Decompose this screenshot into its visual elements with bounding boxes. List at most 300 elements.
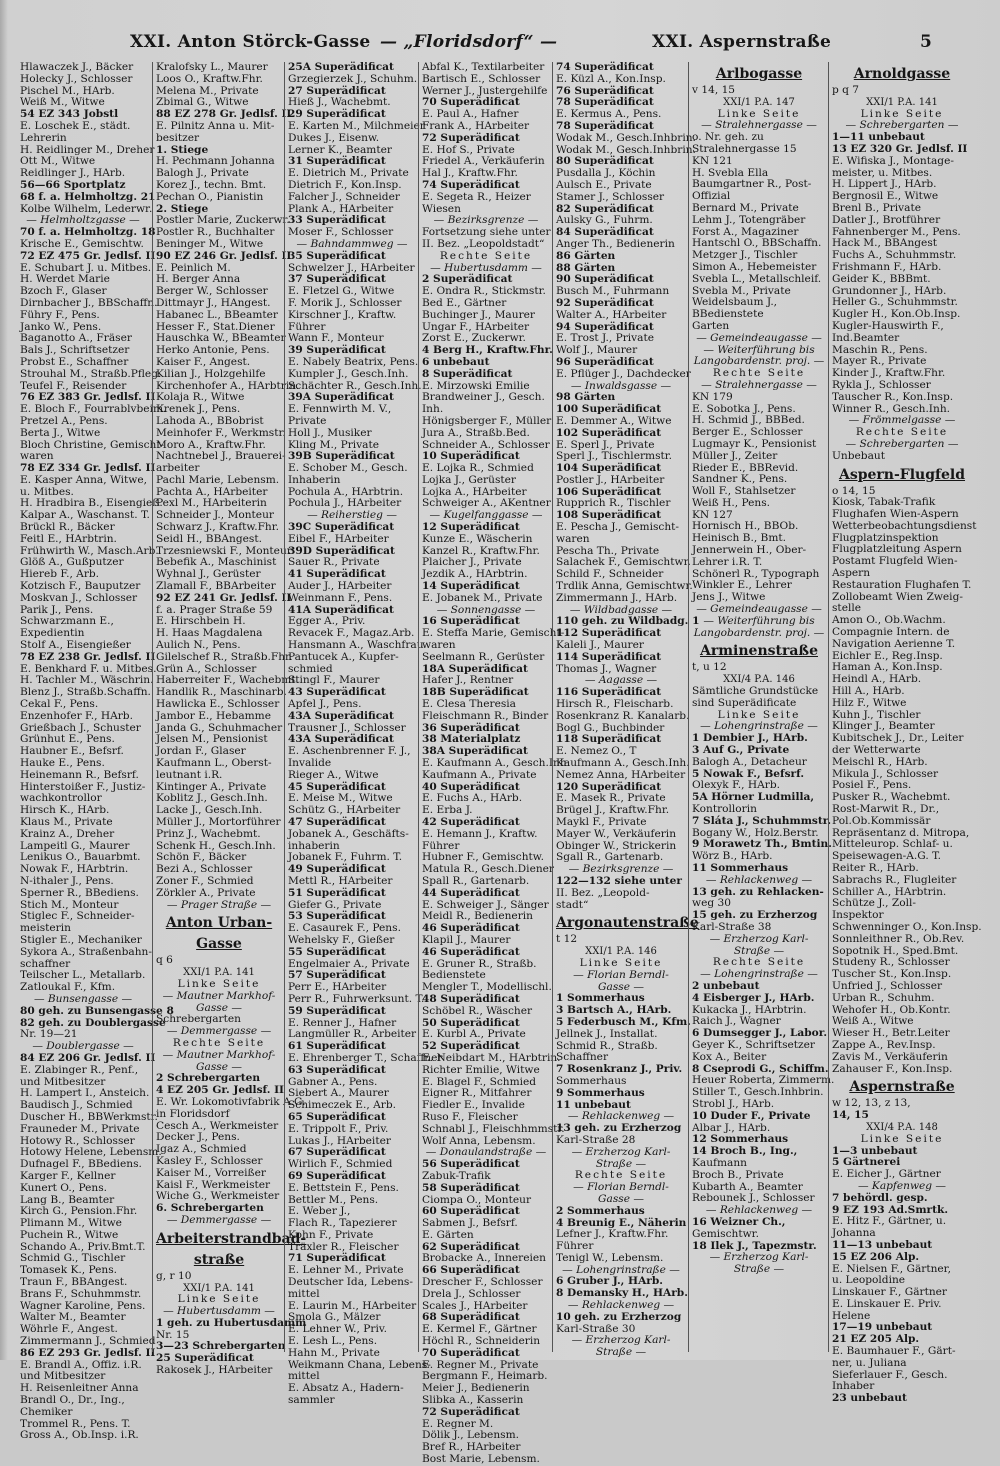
cross-street: — Prager Straße — <box>166 898 272 911</box>
directory-line: Sykora A., Straßenbahn- <box>20 945 152 958</box>
directory-line: Baumgartner R., Post- <box>692 178 812 191</box>
house-number-entry: 1 Dembier J., HArb. <box>692 732 808 745</box>
directory-line: Hal J., Kraftw.Fhr. <box>422 167 518 180</box>
house-number-entry: 90 EZ 246 Gr. Jedlsf. II <box>156 249 292 262</box>
directory-line: Kubarth A., Beamter <box>692 1180 803 1193</box>
directory-line: Pachta A., HArbeiter <box>156 485 268 498</box>
directory-line: E. Hemann J., Kraftw. <box>422 827 538 840</box>
house-number-entry: 39B Superädificat <box>288 450 395 463</box>
directory-line: Navigation Aerienne T. <box>832 637 956 650</box>
directory-line: Karl-Straße 30 <box>556 1322 636 1335</box>
directory-line: Brückl R., Bäcker <box>20 521 115 534</box>
directory-line: Lukas J., HArbeiter <box>288 1134 391 1147</box>
house-number-entry: 61 Superädificat <box>288 1040 386 1053</box>
directory-line: Albar J., HArb. <box>692 1121 771 1134</box>
cross-street: — Gemeindeaugasse — <box>696 603 822 616</box>
directory-line: Kalpar A., Waschanst. T. <box>20 509 150 522</box>
directory-line: Aulsky G., Fuhrm. <box>556 214 653 227</box>
directory-line: Schneider A., Schlosser <box>422 438 550 451</box>
directory-line: Smola G., Mälzer <box>288 1311 381 1324</box>
house-number-entry: 2 Sommerhaus <box>556 1204 645 1217</box>
directory-line: waren <box>556 532 590 545</box>
cross-street: — Hubertusdamm — <box>430 261 542 274</box>
directory-line: Kling M., Private <box>288 438 380 451</box>
house-number-entry: 47 Superädificat <box>288 816 386 828</box>
directory-line: Buchinger J., Maurer <box>422 308 535 321</box>
directory-line: Sperner R., BBediens. <box>20 886 139 899</box>
directory-line: Stralehnergasse 15 <box>692 142 797 155</box>
house-number-entry: 4 EZ 205 Gr. Jedlsf. II <box>156 1084 285 1097</box>
directory-line: Hirsch R., Fleischarb. <box>556 698 674 711</box>
directory-line: Loos O., Kraftw.Fhr. <box>156 72 263 85</box>
directory-line: E. Wifiska J., Montage- <box>832 154 954 167</box>
directory-line: Grießbach J., Schuster <box>20 721 141 734</box>
directory-line: Lahoda A., BBobrist <box>156 414 264 427</box>
directory-line: Chemiker <box>20 1405 73 1418</box>
directory-line: H. Schmid J., BBBed. <box>692 414 805 427</box>
directory-line: Zlamall F., BBArbeiter <box>156 580 276 593</box>
house-number-entry: 17—19 unbebaut <box>832 1321 933 1334</box>
directory-line: in Floridsdorf <box>156 1107 230 1120</box>
directory-line: Hotowy Helene, Lebensm. <box>20 1146 162 1159</box>
postal-district: XXI/1 P.A. 141 <box>866 96 938 108</box>
directory-line: Invalide <box>288 757 332 770</box>
directory-line: E. Weber J., <box>288 1205 351 1218</box>
directory-line: Zoner F., Schmied <box>156 874 254 887</box>
directory-line: Tenigl W., Lebensm. <box>556 1251 664 1264</box>
directory-line: Trausner J., Schlosser <box>288 721 406 734</box>
cross-street: — Weiterführung bis <box>703 343 815 356</box>
directory-line: Scales J., HArbeiter <box>422 1299 528 1312</box>
directory-line: Tauscher R., Kon.Insp. <box>832 390 954 403</box>
directory-line: Pusdalla J., Köchin <box>556 167 656 180</box>
directory-line: Holl J., Musiker <box>288 426 372 439</box>
house-number-entry: 23 unbebaut <box>832 1392 907 1405</box>
postal-district: XXI/1 P.A. 141 <box>183 1282 255 1294</box>
directory-line: E. Baumhauer F., Gärt- <box>832 1345 956 1358</box>
directory-line: Winner R., Gesch.Inh. <box>832 402 951 415</box>
directory-line: Postler R., Buchhalter <box>156 226 275 239</box>
directory-line: E. Hitz F., Gärtner, u. <box>832 1215 947 1228</box>
house-number-entry: 14 Superädificat <box>422 580 520 593</box>
directory-line: Balogh A., Detacheur <box>692 755 807 768</box>
house-number-entry: 78 EZ 238 Gr. Jedlsf. II <box>20 650 156 663</box>
directory-line: Kaufmann A., Gesch.Inh. <box>556 757 690 770</box>
directory-line: Wehofer H., Ob.Kontr. <box>832 1003 951 1016</box>
house-number-entry: 5 Nowak F., Befsrf. <box>692 767 805 780</box>
directory-line: Jobanek A., Geschäfts- <box>288 827 409 840</box>
directory-line: Postamt Flugfeld Wien- <box>832 555 958 568</box>
cross-street: — Stralehnergasse — <box>701 378 817 391</box>
directory-line: Kotzisch F., Bauputzer <box>20 580 141 593</box>
directory-line: Klapil J., Maurer <box>422 933 511 946</box>
directory-line: Maschin R., Pens. <box>832 343 928 356</box>
directory-line: Sauer R., Private <box>288 556 380 569</box>
directory-line: Klinger J., Beamter <box>832 720 935 733</box>
directory-line: E. Hirschbein H. <box>156 615 246 628</box>
house-number-entry: 3—23 Schrebergarten <box>156 1340 286 1353</box>
house-number-entry: 1—3 unbebaut <box>832 1144 918 1157</box>
directory-line: Lojka J., Gerüster <box>422 473 516 486</box>
directory-line: Meier J., Bedienerin <box>422 1382 530 1395</box>
directory-line: Lacke J., Gesch.Inh. <box>156 804 263 817</box>
directory-line: Bergnosil E., Witwe <box>832 190 939 203</box>
directory-line: Inhaber <box>832 1380 875 1393</box>
directory-line: Sopotnik H., Sped.Bmt. <box>832 944 959 957</box>
directory-line: Brandl O., Dr., Ing., <box>20 1394 125 1407</box>
house-number-entry: 108 Superädificat <box>556 509 662 522</box>
directory-line: Schimeczek E., Arb. <box>288 1099 396 1112</box>
directory-line: E. Kurbl A., Private <box>422 1028 526 1041</box>
directory-line: q 6 <box>156 954 173 967</box>
house-number-entry: 56—66 Sportplatz <box>20 178 126 191</box>
directory-line: Zabuk-Trafik <box>422 1169 491 1182</box>
house-number-entry: 78 EZ 334 Gr. Jedlsf. II <box>20 462 156 475</box>
house-number-entry: 9 Morawetz Th., Bmtin. <box>692 838 832 851</box>
directory-line: Kirch G., Pension.Fhr. <box>20 1205 138 1218</box>
directory-line: Lerner K., Beamter <box>288 143 392 156</box>
directory-line: schaffner <box>20 957 71 970</box>
directory-line: E. Jobanek M., Private <box>422 591 543 604</box>
house-number-entry: 44 Superädificat <box>422 886 520 899</box>
directory-line: Nachtnebel J., Brauerei- <box>156 450 286 463</box>
cross-street: Straße — <box>733 944 785 957</box>
house-number-entry: 43A Superädificat <box>288 709 394 722</box>
directory-line: E. Paul A., Hafner <box>422 108 519 121</box>
directory-line: Pischel M., HArb. <box>20 84 115 97</box>
directory-line: Bloch Christine, Gemischt- <box>20 438 165 451</box>
cross-street: — Florian Berndl- <box>573 968 669 981</box>
house-number-entry: 18B Superädificat <box>422 686 529 699</box>
directory-line: Wiesen <box>422 202 461 215</box>
directory-line: Repräsentanz d. Mitropa, <box>832 826 970 839</box>
directory-line: KN 127 <box>692 508 733 521</box>
directory-line: Koblitz J., Gesch.Inh. <box>156 792 268 805</box>
house-number-entry: 10 Duder F., Private <box>692 1109 811 1122</box>
cross-street: — Rehlackenweg — <box>705 1204 813 1217</box>
directory-line: Sandner K., Pens. <box>692 473 788 486</box>
directory-line: f. a. Prager Straße 59 <box>156 603 273 616</box>
directory-line: Broch B., Private <box>692 1168 784 1181</box>
directory-line: H. Lampert I., Ansteich. <box>20 1087 150 1100</box>
directory-line: Baganotto A., Fräser <box>20 332 132 345</box>
directory-line: Rieger A., Witwe <box>288 768 379 781</box>
street-heading: Arminenstraße <box>700 643 818 660</box>
house-number-entry: 8 Superädificat <box>422 367 513 380</box>
directory-line: E. Trippolt F., Priv. <box>288 1122 389 1135</box>
house-number-entry: 78 Superädificat <box>556 96 654 109</box>
house-number-entry: 70 Superädificat <box>422 1346 520 1359</box>
directory-line: Decker J., Pens. <box>156 1131 240 1144</box>
directory-line: Fiedler E., Invalide <box>422 1099 525 1112</box>
directory-line: E. Steffa Marie, Gemischt- <box>422 627 565 640</box>
directory-line: Unfried J., Schlosser <box>832 979 943 992</box>
directory-line: und Mitbesitzer <box>20 1075 106 1088</box>
directory-line: Hafer J., Rentner <box>422 674 514 687</box>
house-number-entry: 14 Broch B., Ing., <box>692 1145 798 1158</box>
directory-line: Prinz J., Wachebmt. <box>156 827 261 840</box>
directory-line: Lefner J., Kraftw.Fhr. <box>556 1228 669 1241</box>
house-number-entry: 5A Hörner Ludmilla, <box>692 791 815 804</box>
directory-line: II. Bez. „Leopold- <box>556 886 650 899</box>
directory-line: Schächter R., Gesch.Inh. <box>288 379 422 392</box>
house-number-entry: 6 unbebaut <box>422 355 490 368</box>
directory-line: Hinterstoißer F., Justiz- <box>20 780 146 793</box>
directory-line: Schaffner <box>556 1051 609 1064</box>
directory-line: Zbimal G., Witwe <box>156 96 249 109</box>
house-number-entry: 94 Superädificat <box>556 320 654 333</box>
directory-line: Plimann M., Witwe <box>20 1217 122 1230</box>
house-number-entry: 41 Superädificat <box>288 568 386 581</box>
house-number-entry: 54 EZ 343 Jobstl <box>20 108 119 121</box>
cross-street: — Reiherstieg — <box>307 509 397 522</box>
directory-line: Rebounek J., Schlosser <box>692 1192 815 1205</box>
directory-line: Speisewagen-A.G. T. <box>832 850 941 863</box>
directory-line: H. Werdet Marie <box>20 273 110 286</box>
directory-line: Seidl H., BBAngest. <box>156 532 262 545</box>
house-number-entry: 112 Superädificat <box>556 627 662 640</box>
directory-line: Krenek J., Pens. <box>156 403 241 416</box>
directory-line: E. Benkhard F. u. Mitbes. <box>20 662 157 675</box>
directory-line: Busch M., Fuhrmann <box>556 285 670 298</box>
directory-line: Schneider J., Monteur <box>156 509 274 522</box>
directory-line: Perr E., HArbeiter <box>288 981 387 994</box>
directory-line: Datler J., Brotführer <box>832 213 941 226</box>
directory-line: E. Mirzowski Emilie <box>422 379 530 392</box>
directory-line: E. Meise M., Witwe <box>288 792 393 805</box>
directory-line: t 12 <box>556 933 578 946</box>
directory-line: Seelmann R., Gerüster <box>422 650 545 663</box>
directory-line: Karl-Straße 38 <box>692 920 772 933</box>
directory-line: Jens J., Witwe <box>692 591 766 604</box>
house-number-entry: 2. Stiege <box>156 202 209 215</box>
cross-street: Gasse — <box>196 1060 242 1073</box>
directory-line: Pachl Marie, Lebensm. <box>156 473 280 486</box>
house-number-entry: 48 Superädificat <box>422 992 520 1005</box>
directory-line: stelle <box>832 602 862 615</box>
house-number-entry: 16 Superädificat <box>422 615 520 628</box>
postal-district: XXI/4 P.A. 148 <box>866 1121 938 1133</box>
directory-line: Lenikus O., Bauarbmt. <box>20 851 141 864</box>
house-number-entry: 35 Superädificat <box>288 249 386 262</box>
cross-street: Gasse — <box>598 1192 644 1205</box>
directory-line: E. Peinlich M. <box>156 261 231 274</box>
directory-line: Heuer Roberta, Zimmerm. <box>692 1074 835 1087</box>
house-number-entry: 38 Materialplatz <box>422 733 521 746</box>
directory-line: Obinger W., Strickerin <box>556 839 677 852</box>
house-number-entry: 16 Weizner Ch., <box>692 1215 786 1228</box>
house-number-entry: 8 Demansky H., HArb. <box>556 1287 688 1300</box>
directory-line: Grundonner J., HArb. <box>832 284 947 297</box>
house-number-entry: 67 Superädificat <box>288 1146 386 1159</box>
directory-line: Spall R., Gartenarb. <box>422 874 530 887</box>
house-number-entry: 39C Superädificat <box>288 521 395 534</box>
cross-street: — Donaulandstraße — <box>425 1146 547 1159</box>
house-number-entry: 3 Auf G., Private <box>692 744 790 757</box>
directory-line: Siebert A., Maurer <box>288 1087 389 1100</box>
street-heading: Arlbogasse <box>715 66 803 82</box>
directory-line: Bedienstete <box>422 969 486 982</box>
house-number-entry: 31 Superädificat <box>288 155 386 168</box>
house-number-entry: 106 Superädificat <box>556 485 662 498</box>
directory-line: Bost Marie, Lebensm. <box>422 1453 540 1466</box>
directory-line: Matula R., Gesch.Diener <box>422 863 554 876</box>
cross-street: — Inwaldsgasse — <box>570 379 672 392</box>
directory-line: Wöhrle F., Angest. <box>20 1323 118 1336</box>
directory-line: p q 7 <box>832 84 860 96</box>
directory-line: Meinhofer F., Werkmstr. <box>156 426 286 439</box>
directory-line: Schütz G., HArbeiter <box>288 804 401 817</box>
column-7 <box>828 62 982 1405</box>
directory-line: Zavis M., Verkäuferin <box>832 1050 948 1063</box>
directory-line: Pol.Ob.Kommissär <box>832 814 931 827</box>
house-number-entry: 110 geh. zu Wildbadg. 1 <box>556 615 700 628</box>
directory-line: Slibka A., Kasserin <box>422 1394 524 1407</box>
directory-line: Svebla L., Metallschleif. <box>692 272 822 285</box>
directory-line: Lojka A., HArbeiter <box>422 485 527 498</box>
directory-line: Zimmermann J., HArb. <box>556 591 678 604</box>
house-number-entry: 120 Superädificat <box>556 780 662 793</box>
directory-line: Hiereb F., Arb. <box>20 568 100 581</box>
house-number-entry: 18A Superädificat <box>422 662 528 675</box>
directory-line: Jambor E., Hebamme <box>156 709 272 722</box>
directory-line: Mikula J., Schlosser <box>832 767 939 780</box>
house-number-entry: 7 behördl. gesp. <box>832 1191 928 1204</box>
directory-line: Sieferlauer F., Gesch. <box>832 1368 948 1381</box>
directory-line: Janko W., Pens. <box>20 320 102 333</box>
house-number-entry: 8 Cseprodi G., Schiffm. <box>692 1062 829 1075</box>
cross-street: — Hubertusdamm — <box>163 1305 275 1318</box>
house-number-entry: 13 geh. zu Erzherzog <box>556 1122 682 1135</box>
house-number-entry: 66 Superädificat <box>422 1264 520 1277</box>
house-number-entry: 56 Superädificat <box>422 1158 520 1171</box>
directory-line: Fleischmann R., Binder <box>422 709 549 722</box>
house-number-entry: 74 Superädificat <box>556 61 654 73</box>
directory-line: Kukacka J., HArbtrin. <box>692 1003 807 1016</box>
cross-street: — Demmergasse — <box>166 1025 272 1038</box>
directory-line: Weidelsbaum J., <box>692 296 778 309</box>
cross-street: — Wildbadgasse — <box>569 603 673 616</box>
directory-line: Weiß M., Witwe <box>20 96 105 109</box>
directory-line: E. Fletzel G., Witwe <box>288 285 395 298</box>
directory-line: Langmüller R., Arbeiter <box>288 1028 417 1041</box>
directory-line: Kasley F., Schlosser <box>156 1154 263 1167</box>
directory-line: E. Trost J., Private <box>556 332 654 345</box>
directory-line: Aspern <box>832 567 871 580</box>
directory-line: Enzenhofer F., HArb. <box>20 709 133 722</box>
directory-line: Plaicher J., Private <box>422 556 522 569</box>
house-number-entry: 57 Superädificat <box>288 969 386 982</box>
directory-line: E. Pflüger J., Dachdecker <box>556 367 691 380</box>
street-side-label: Rechte Seite <box>712 367 806 380</box>
directory-line: Schütze J., Zoll- <box>832 897 916 910</box>
directory-line: E. Aschenbrenner F. J., <box>288 745 411 758</box>
directory-line: E. Erba J. <box>422 804 473 817</box>
directory-line: Olexyk F., HArb. <box>692 779 780 792</box>
house-number-entry: 39A Superädificat <box>288 391 394 404</box>
directory-line: Feitl E., HArbtrin. <box>20 532 117 545</box>
house-number-entry: 7 Rosenkranz J., Priv. <box>556 1063 683 1076</box>
directory-line: Kirchenhofer A., HArbtrin. <box>156 379 300 392</box>
directory-line: Maykl F., Private <box>556 816 647 828</box>
directory-line: Lehrerin <box>20 131 67 144</box>
directory-line: Wyhnal J., Gerüster <box>156 568 261 581</box>
directory-line: meister, u. Mitbes. <box>832 166 933 179</box>
directory-line: Mitteleurop. Schlaf- u. <box>832 838 953 851</box>
directory-line: Rieder E., BBRevid. <box>692 461 799 474</box>
house-number-entry: 82 geh. zu Doublergasse <box>20 1016 166 1029</box>
directory-line: Dukes J., Eisenw. <box>288 131 380 144</box>
directory-line: Zorst E., Zuckerwr. <box>422 332 526 345</box>
house-number-entry: 27 Superädificat <box>288 84 386 97</box>
directory-line: Nowak F., HArbtrin. <box>20 863 129 876</box>
cross-street: Straße — <box>595 1157 647 1170</box>
directory-line: E. Schober M., Gesch. <box>288 462 408 475</box>
directory-line: Weikmann Chana, Lebens- <box>288 1358 431 1371</box>
cross-street: — Erzherzog Karl- <box>571 1145 671 1158</box>
directory-line: Hahn M., Private <box>288 1346 380 1359</box>
directory-line: und Mitbesitzer <box>20 1370 106 1383</box>
directory-line: Woll F., Stahlsetzer <box>692 485 796 498</box>
directory-line: Bref R., HArbeiter <box>422 1441 521 1454</box>
house-number-entry: 72 Superädificat <box>422 1405 520 1418</box>
directory-line: Kugler-Hauswirth F., <box>832 319 944 332</box>
house-number-entry: 55 Superädificat <box>288 945 386 958</box>
directory-line: Sämtliche Grundstücke <box>692 685 819 698</box>
house-number-entry: 96 Superädificat <box>556 355 654 368</box>
directory-line: Cesch A., Werkmeister <box>156 1119 279 1132</box>
cross-street: — Mautner Markhof- <box>162 1048 276 1061</box>
house-number-entry: 86 EZ 293 Gr. Jedlsf. II <box>20 1346 156 1359</box>
directory-line: Träxler R., Fleischer <box>288 1240 399 1253</box>
directory-line: Bergmann F., Heimarb. <box>422 1370 548 1383</box>
directory-line: E. Regner M., Private <box>422 1358 539 1371</box>
directory-line: Winkler E., Lehrer <box>692 579 792 592</box>
directory-line: Grünhut E., Pens. <box>20 733 115 746</box>
street-side-label: Rechte Seite <box>574 1169 668 1182</box>
directory-line: E. Linskauer E. Priv. <box>832 1297 942 1310</box>
directory-line: Reidlinger J., HArb. <box>20 167 126 180</box>
directory-line: Weiß H., Pens. <box>692 496 771 509</box>
directory-line: Handlik R., Maschinarb. <box>156 686 287 699</box>
directory-line: Rost-Marwit R., Dr., <box>832 803 940 816</box>
house-number-entry: 68 Superädificat <box>422 1311 520 1324</box>
street-side-label: Linke Seite <box>579 956 663 969</box>
directory-line: Pusker R., Wachebmt. <box>832 791 951 804</box>
cross-street: — Kugelfanggasse — <box>429 509 543 522</box>
directory-line: Trzesniewski F., Monteur <box>156 544 292 557</box>
house-number-entry: 43A Superädificat <box>288 733 394 746</box>
directory-line: Heinisch B., Bmt. <box>692 532 787 545</box>
directory-line: Inspektor <box>832 909 884 922</box>
directory-line: Plank A., HArbeiter <box>288 202 394 215</box>
directory-line: Private <box>288 414 327 427</box>
directory-line: Herko Antonie, Pens. <box>156 344 270 357</box>
street-side-label: Linke Seite <box>860 1132 944 1145</box>
directory-line: Pescha Th., Private <box>556 544 660 557</box>
directory-line: Kanzel R., Kraftw.Fhr. <box>422 544 540 557</box>
house-number-entry: 2 unbebaut <box>692 979 760 992</box>
directory-line: leutnant i.R. <box>156 768 223 781</box>
house-number-entry: 84 Superädificat <box>556 226 654 239</box>
directory-line: Schwelzer J., HArbeiter <box>288 261 415 274</box>
cross-street: — Aagasse — <box>584 674 658 687</box>
directory-line: Gross A., Ob.Insp. i.R. <box>20 1429 139 1442</box>
directory-line: Hantschl O., BBSchaffn. <box>692 237 822 250</box>
house-number-entry: 70 Superädificat <box>422 96 520 109</box>
directory-line: Linskauer F., Gärtner <box>832 1286 947 1299</box>
directory-line: Schmid G., Tischler <box>20 1252 126 1265</box>
